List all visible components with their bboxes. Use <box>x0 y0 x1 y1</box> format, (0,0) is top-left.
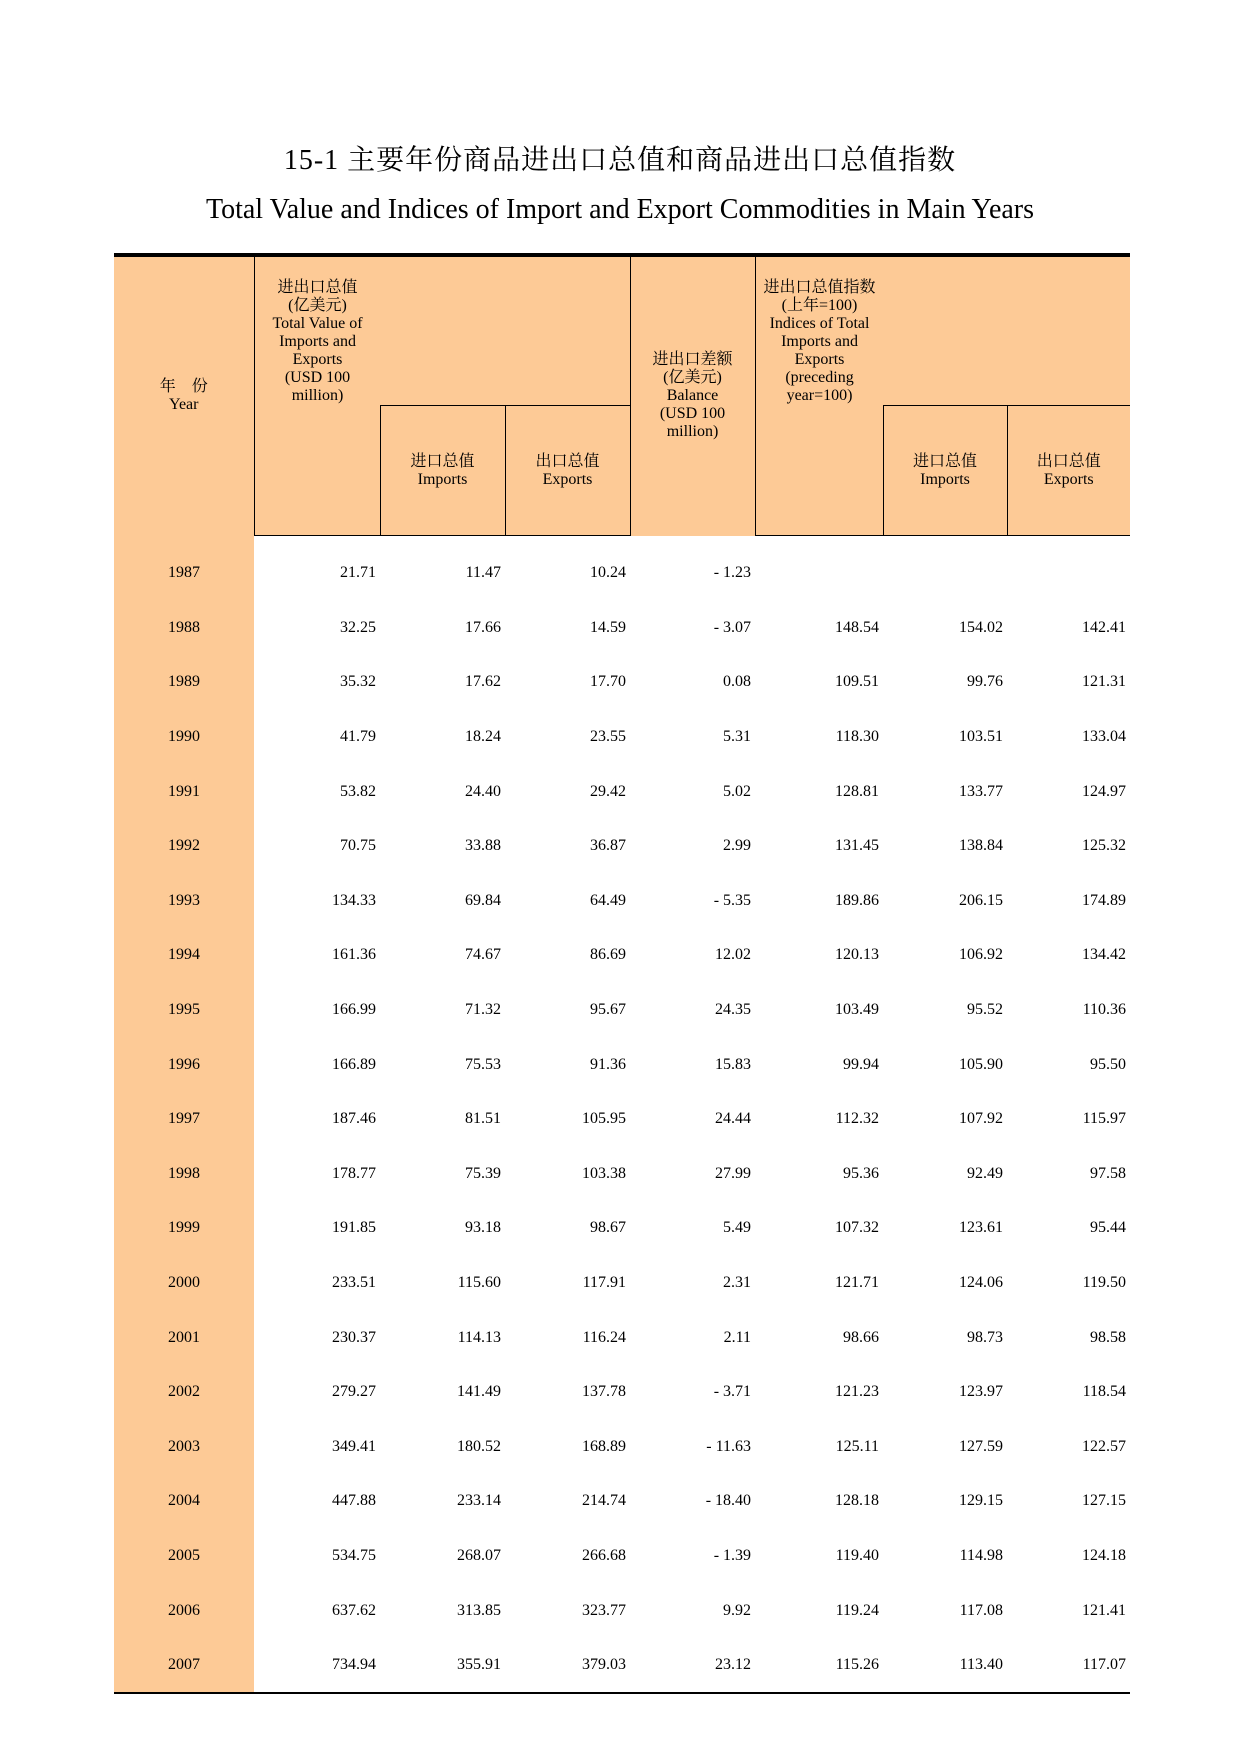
value-cell: 279.27 <box>332 1383 376 1401</box>
value-cell: 129.15 <box>959 1492 1004 1510</box>
value-cell: 214.74 <box>582 1492 627 1510</box>
table-row <box>114 819 1130 874</box>
value-cell: 107.32 <box>835 1219 880 1237</box>
header-imports-lines <box>381 453 505 489</box>
header-idx-imports <box>883 406 1007 536</box>
header-idx-exports <box>1007 406 1130 536</box>
header-line: (上年=100) <box>781 297 858 314</box>
header-line: Exports <box>1043 470 1094 488</box>
value-cell: 11.47 <box>465 564 501 582</box>
year-cell: 1994 <box>114 928 254 983</box>
year-cell: 2002 <box>114 1365 254 1420</box>
value-cell: 69.84 <box>465 891 501 909</box>
table-row <box>114 655 1130 710</box>
value-cell: 53.82 <box>340 782 376 800</box>
table-row <box>114 1529 1130 1584</box>
value-cell: 355.91 <box>380 1638 505 1694</box>
header-indices-group <box>755 255 1130 406</box>
year-cell: 2001 <box>114 1310 254 1365</box>
year-cell: 1987 <box>114 536 254 601</box>
value-cell: 2.31 <box>723 1274 752 1292</box>
header-indices-spacer <box>755 406 883 536</box>
value-cell: 131.45 <box>835 837 880 855</box>
value-cell: 637.62 <box>332 1601 376 1619</box>
value-cell: 114.13 <box>457 1328 501 1346</box>
value-cell: 117.91 <box>582 1274 627 1292</box>
value-cell: 168.89 <box>582 1437 627 1455</box>
value-cell: 35.32 <box>340 673 376 691</box>
value-cell: - 3.71 <box>713 1383 752 1401</box>
value-cell: 5.02 <box>723 782 752 800</box>
value-cell: 112.32 <box>835 1110 880 1128</box>
header-line: 出口总值 <box>535 452 600 470</box>
value-cell: 92.49 <box>967 1164 1004 1182</box>
table-row <box>114 536 1130 601</box>
value-cell: 17.66 <box>465 618 501 636</box>
year-cell: 1997 <box>114 1092 254 1147</box>
value-cell: 180.52 <box>457 1437 501 1455</box>
value-cell: 91.36 <box>590 1055 627 1073</box>
value-cell: 124.97 <box>1082 782 1127 800</box>
value-cell: 447.88 <box>332 1492 376 1510</box>
header-balance-lines <box>631 351 755 441</box>
data-table-container <box>114 253 1130 1694</box>
table-row <box>114 983 1130 1038</box>
value-cell: 138.84 <box>959 837 1004 855</box>
value-cell: 230.37 <box>332 1328 376 1346</box>
value-cell: 121.23 <box>835 1383 880 1401</box>
value-cell: 121.71 <box>835 1274 880 1292</box>
value-cell: 349.41 <box>332 1437 376 1455</box>
page-title-en: Total Value and Indices of Import and Export Commodities in Main Years <box>205 194 1035 225</box>
table-row <box>114 874 1130 929</box>
value-cell: 122.57 <box>1082 1437 1127 1455</box>
table-row <box>114 1037 1130 1092</box>
value-cell: 103.38 <box>582 1164 627 1182</box>
value-cell: 734.94 <box>254 1638 380 1694</box>
value-cell: 134.33 <box>332 891 376 909</box>
value-cell: - 1.23 <box>713 564 752 582</box>
value-cell: 0.08 <box>723 673 752 691</box>
table-row <box>114 710 1130 765</box>
table-body <box>114 536 1130 1694</box>
value-cell: 123.97 <box>959 1383 1004 1401</box>
value-cell: - 18.40 <box>705 1492 752 1510</box>
value-cell: 23.12 <box>630 1638 755 1694</box>
trade-table <box>114 253 1130 1694</box>
value-cell: 117.07 <box>1007 1638 1130 1694</box>
header-line: (亿美元) <box>288 297 347 314</box>
header-total-value <box>255 279 381 405</box>
value-cell: 95.67 <box>590 1001 627 1019</box>
value-cell: 233.51 <box>332 1274 376 1292</box>
value-cell: 103.51 <box>959 728 1004 746</box>
header-imports <box>380 406 505 536</box>
header-line: (preceding <box>785 369 854 386</box>
header-balance <box>630 255 755 536</box>
header-line: 出口总值 <box>1036 452 1101 470</box>
table-row <box>114 1201 1130 1256</box>
value-cell: 105.90 <box>959 1055 1004 1073</box>
value-cell: 17.62 <box>465 673 501 691</box>
value-cell: 161.36 <box>332 946 376 964</box>
value-cell: 110.36 <box>1082 1001 1127 1019</box>
value-cell: 106.92 <box>959 946 1004 964</box>
value-cell: - 5.35 <box>713 891 752 909</box>
value-cell: 95.50 <box>1090 1055 1127 1073</box>
value-cell: 95.52 <box>967 1001 1004 1019</box>
value-cell: 119.24 <box>835 1601 880 1619</box>
value-cell: 98.67 <box>590 1219 627 1237</box>
value-cell: 95.36 <box>843 1164 880 1182</box>
value-cell: 103.49 <box>835 1001 880 1019</box>
value-cell: 206.15 <box>959 891 1004 909</box>
year-cell: 2005 <box>114 1529 254 1584</box>
year-cell: 2004 <box>114 1474 254 1529</box>
year-cell: 1992 <box>114 819 254 874</box>
header-line: Indices of Total <box>769 315 870 332</box>
value-cell: 14.59 <box>590 618 627 636</box>
value-cell: 98.58 <box>1090 1328 1127 1346</box>
value-cell: 99.76 <box>967 673 1004 691</box>
table-row <box>114 1310 1130 1365</box>
value-cell: 5.49 <box>723 1219 752 1237</box>
table-row <box>114 601 1130 656</box>
header-line: Imports and <box>781 333 858 350</box>
value-cell: 379.03 <box>505 1638 630 1694</box>
value-cell: 142.41 <box>1082 618 1127 636</box>
value-cell: 116.24 <box>582 1328 627 1346</box>
value-cell: 233.14 <box>457 1492 501 1510</box>
value-cell: 178.77 <box>332 1164 376 1182</box>
value-cell: 166.89 <box>332 1055 376 1073</box>
table-row <box>114 1420 1130 1475</box>
value-cell: 189.86 <box>835 891 880 909</box>
value-cell: 117.08 <box>959 1601 1004 1619</box>
table-row <box>114 1583 1130 1638</box>
value-cell: 187.46 <box>332 1110 376 1128</box>
value-cell: 41.79 <box>340 728 376 746</box>
year-cell: 1990 <box>114 710 254 765</box>
year-cell: 2003 <box>114 1420 254 1475</box>
header-line: Exports <box>794 351 845 368</box>
value-cell: 125.32 <box>1082 837 1127 855</box>
value-cell: 166.99 <box>332 1001 376 1019</box>
value-cell: 70.75 <box>340 837 376 855</box>
value-cell: - 11.63 <box>706 1437 752 1455</box>
value-cell: 93.18 <box>465 1219 501 1237</box>
value-cell: 99.94 <box>843 1055 880 1073</box>
value-cell: 12.02 <box>715 946 752 964</box>
year-cell: 1993 <box>114 874 254 929</box>
value-cell: 534.75 <box>332 1546 376 1564</box>
header-line: (USD 100 <box>284 369 351 386</box>
value-cell: 128.81 <box>835 782 880 800</box>
header-line: Imports and <box>279 333 356 350</box>
header-line: (USD 100 <box>659 405 726 423</box>
value-cell: 36.87 <box>590 837 627 855</box>
header-line: Balance <box>666 387 719 405</box>
value-cell: 119.50 <box>1082 1274 1127 1292</box>
table-row <box>114 1147 1130 1202</box>
value-cell: 115.97 <box>1082 1110 1127 1128</box>
table-row <box>114 1256 1130 1311</box>
value-cell: 2.11 <box>723 1328 752 1346</box>
year-cell: 2006 <box>114 1583 254 1638</box>
value-cell: 17.70 <box>590 673 627 691</box>
year-cell: 2000 <box>114 1256 254 1311</box>
header-total-spacer <box>254 406 380 536</box>
value-cell: 27.99 <box>715 1164 752 1182</box>
header-year-en: Year <box>169 396 199 414</box>
table-header <box>114 255 1130 536</box>
value-cell: 266.68 <box>582 1546 627 1564</box>
value-cell: 134.42 <box>1082 946 1127 964</box>
value-cell: 71.32 <box>465 1001 501 1019</box>
value-cell: 109.51 <box>835 673 880 691</box>
header-idx-imports-lines <box>884 453 1007 489</box>
value-cell: 115.26 <box>755 1638 883 1694</box>
value-cell: 137.78 <box>582 1383 627 1401</box>
value-cell: 105.95 <box>582 1110 627 1128</box>
header-year <box>114 255 254 536</box>
value-cell: 24.40 <box>465 782 501 800</box>
header-line: million) <box>666 423 719 441</box>
value-cell: 74.67 <box>465 946 501 964</box>
year-cell: 1998 <box>114 1147 254 1202</box>
value-cell: 268.07 <box>457 1546 501 1564</box>
header-line: 进口总值 <box>913 452 978 470</box>
header-line: Imports <box>920 470 970 488</box>
header-line: Total Value of <box>272 315 363 332</box>
value-cell: - 1.39 <box>713 1546 752 1564</box>
value-cell: 191.85 <box>332 1219 376 1237</box>
value-cell: 9.92 <box>723 1601 752 1619</box>
value-cell: 313.85 <box>457 1601 501 1619</box>
value-cell: 148.54 <box>835 618 880 636</box>
header-line: (亿美元) <box>663 369 722 387</box>
value-cell: 107.92 <box>959 1110 1004 1128</box>
value-cell: 125.11 <box>835 1437 880 1455</box>
header-line: Imports <box>417 470 468 488</box>
value-cell: 174.89 <box>1082 891 1127 909</box>
value-cell: 154.02 <box>959 618 1004 636</box>
value-cell: 5.31 <box>723 728 752 746</box>
header-line: Exports <box>542 470 593 488</box>
value-cell: 29.42 <box>590 782 627 800</box>
value-cell: 10.24 <box>590 564 627 582</box>
value-cell: 124.18 <box>1082 1546 1127 1564</box>
header-exports <box>505 406 630 536</box>
year-cell: 1989 <box>114 655 254 710</box>
value-cell: 95.44 <box>1090 1219 1127 1237</box>
value-cell: 323.77 <box>582 1601 627 1619</box>
table-row <box>114 1474 1130 1529</box>
value-cell: 128.18 <box>835 1492 880 1510</box>
table-row <box>114 764 1130 819</box>
header-idx-exports-lines <box>1008 453 1131 489</box>
table-row <box>114 1092 1130 1147</box>
value-cell: 33.88 <box>465 837 501 855</box>
year-cell: 1988 <box>114 601 254 656</box>
value-cell: 127.15 <box>1082 1492 1127 1510</box>
value-cell: 81.51 <box>465 1110 501 1128</box>
header-line: 进出口总值 <box>277 279 358 296</box>
value-cell: 15.83 <box>715 1055 752 1073</box>
value-cell: 24.35 <box>715 1001 752 1019</box>
value-cell: 24.44 <box>715 1110 752 1128</box>
value-cell: 118.30 <box>835 728 880 746</box>
value-cell: 21.71 <box>340 564 376 582</box>
header-line: 进口总值 <box>410 452 475 470</box>
header-line: 进出口差额 <box>652 351 733 369</box>
value-cell: 114.98 <box>959 1546 1004 1564</box>
header-year-cn: 年 份 <box>159 378 208 396</box>
value-cell: 127.59 <box>959 1437 1004 1455</box>
value-cell: 121.41 <box>1082 1601 1127 1619</box>
value-cell: 97.58 <box>1090 1164 1127 1182</box>
page-title-cn: 15-1 主要年份商品进出口总值和商品进出口总值指数 <box>283 145 957 176</box>
value-cell: 64.49 <box>590 891 627 909</box>
value-cell: 18.24 <box>465 728 501 746</box>
value-cell <box>755 536 883 601</box>
header-line: Exports <box>292 351 343 368</box>
value-cell: 133.77 <box>959 782 1004 800</box>
value-cell: 32.25 <box>340 618 376 636</box>
value-cell: 98.73 <box>967 1328 1004 1346</box>
value-cell <box>883 536 1007 601</box>
header-line: million) <box>291 387 344 404</box>
value-cell: 119.40 <box>835 1546 880 1564</box>
header-line: year=100) <box>786 387 853 404</box>
year-cell: 1996 <box>114 1037 254 1092</box>
value-cell: 75.39 <box>465 1164 501 1182</box>
value-cell: 2.99 <box>723 837 752 855</box>
header-indices <box>756 279 884 405</box>
value-cell: - 3.07 <box>713 618 752 636</box>
value-cell: 23.55 <box>590 728 627 746</box>
year-cell: 1991 <box>114 764 254 819</box>
table-row <box>114 1638 1130 1694</box>
year-cell: 1999 <box>114 1201 254 1256</box>
value-cell: 133.04 <box>1082 728 1127 746</box>
value-cell: 75.53 <box>465 1055 501 1073</box>
header-total-value-group <box>254 255 630 406</box>
table-row <box>114 928 1130 983</box>
value-cell: 123.61 <box>959 1219 1004 1237</box>
value-cell: 120.13 <box>835 946 880 964</box>
value-cell: 98.66 <box>843 1328 880 1346</box>
value-cell: 141.49 <box>457 1383 501 1401</box>
value-cell: 115.60 <box>457 1274 501 1292</box>
value-cell <box>1007 536 1130 601</box>
header-exports-lines <box>506 453 630 489</box>
header-line: 进出口总值指数 <box>763 279 876 296</box>
value-cell: 113.40 <box>883 1638 1007 1694</box>
year-cell: 1995 <box>114 983 254 1038</box>
year-cell: 2007 <box>114 1638 254 1694</box>
table-row <box>114 1365 1130 1420</box>
value-cell: 86.69 <box>590 946 627 964</box>
value-cell: 118.54 <box>1082 1383 1127 1401</box>
value-cell: 121.31 <box>1082 673 1127 691</box>
value-cell: 124.06 <box>959 1274 1004 1292</box>
